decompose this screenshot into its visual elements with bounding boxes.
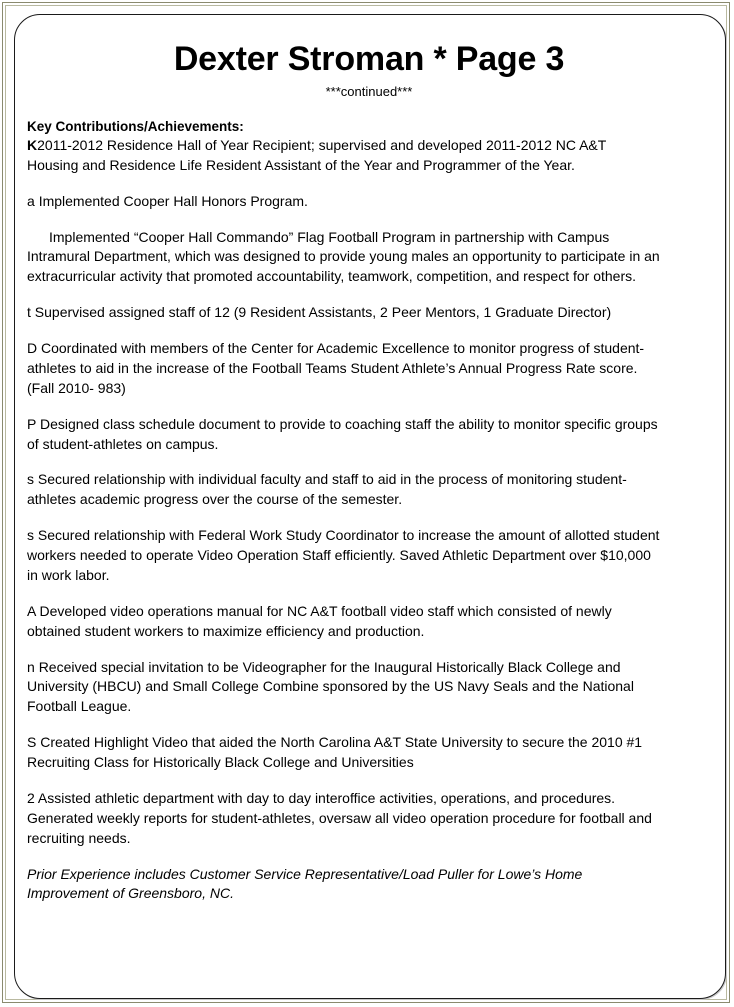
document-body — [15, 15, 725, 998]
paragraph-bullet-marker: P — [27, 415, 40, 432]
paragraph-bullet-marker: S — [27, 734, 41, 751]
paragraph-bullet-marker: s — [27, 527, 38, 544]
paragraph-interoffice-activities — [27, 789, 661, 849]
paragraph-video-operations-manual — [27, 602, 661, 642]
paragraph-bullet-marker: A — [27, 602, 40, 619]
paragraph-prior-experience — [27, 865, 661, 905]
paragraph-text: Created Highlight Video that aided the North Carolina A&T State University to secure the 2010 #1 Recruiting Class for Historically Black College and Universities — [27, 734, 643, 771]
achievement-paragraph-list — [23, 136, 715, 904]
paragraph-federal-work-study — [27, 526, 661, 586]
paragraph-text: Designed class schedule document to provide to coaching staff the ability to monitor specific groups of student-athletes on campus. — [27, 415, 658, 452]
paragraph-text: Coordinated with members of the Center for Academic Excellence to monitor progress of student-athletes to aid in the increase of the Football Teams Student Athlete’s Annual Progress Rate score. (Fall 2010- 983) — [27, 340, 645, 396]
paragraph-bullet-marker: K — [27, 136, 38, 153]
paragraph-bullet-marker: s — [27, 471, 38, 488]
paragraph-text: 2011-2012 Residence Hall of Year Recipient; supervised and developed 2011-2012 NC A&T Housing and Residence Life Resident Assistant of the Year and Programmer of the Year. — [27, 136, 607, 173]
page-title: Dexter Stroman * Page 3 — [173, 40, 565, 78]
paragraph-text: Secured relationship with Federal Work Study Coordinator to increase the amount of allotted student workers needed to operate Video Operation Staff efficiently. Saved Athletic Department over $10,000 in work labor. — [27, 527, 660, 583]
paragraph-cooper-hall-commando — [27, 228, 661, 288]
paragraph-bullet-marker: n — [27, 658, 39, 675]
paragraph-text: Implemented Cooper Hall Honors Program. — [38, 192, 308, 209]
paragraph-academic-excellence — [27, 339, 661, 399]
paragraph-text: Received special invitation to be Videographer for the Inaugural Historically Black College and University (HBCU) and Small College Combine sponsored by the US Navy Seals and the National Football League. — [27, 658, 634, 715]
paragraph-bullet-marker: 2 — [27, 789, 38, 806]
page-subtitle: ***continued*** — [325, 84, 413, 100]
paragraph-text: Secured relationship with individual faculty and staff to aid in the process of monitoring student-athletes academic progress over the course of the semester. — [27, 471, 627, 508]
paragraph-bullet-marker: a — [27, 192, 39, 209]
document-frame — [14, 14, 726, 999]
paragraph-supervised-staff — [27, 303, 661, 323]
paragraph-class-schedule-document — [27, 415, 661, 455]
paragraph-hbcu-combine — [27, 658, 661, 718]
paragraph-highlight-video — [27, 733, 661, 773]
page-inner-border — [5, 5, 727, 1000]
paragraph-text: Implemented “Cooper Hall Commando” Flag Football Program in partnership with Campus Intramural Department, which was designed to provide young males an opportunity to participate in an extracurricular activity that promoted accountability, teamwork, competition, and respect for others. — [27, 228, 660, 285]
paragraph-bullet-marker: t — [27, 304, 35, 321]
paragraph-bullet-marker: D — [27, 340, 41, 357]
paragraph-text: Developed video operations manual for NC A&T football video staff which consisted of newly obtained student workers to maximize efficiency and production. — [27, 602, 612, 639]
paragraph-text: Supervised assigned staff of 12 (9 Resident Assistants, 2 Peer Mentors, 1 Graduate Director) — [34, 304, 612, 321]
paragraph-text: Assisted athletic department with day to day interoffice activities, operations, and procedures. Generated weekly reports for student-athletes, oversaw all video operation procedure for football and recruiting needs. — [27, 789, 652, 846]
section-heading-key-contributions: Key Contributions/Achievements: — [27, 118, 244, 134]
page-outer-border — [2, 2, 730, 1003]
paragraph-cooper-hall-honors — [27, 192, 661, 212]
paragraph-residence-hall-of-year — [27, 136, 661, 176]
paragraph-text: Prior Experience includes Customer Service Representative/Load Puller for Lowe’s Home Improvement of Greensboro, NC. — [27, 865, 583, 902]
paragraph-faculty-relationship — [27, 470, 661, 510]
